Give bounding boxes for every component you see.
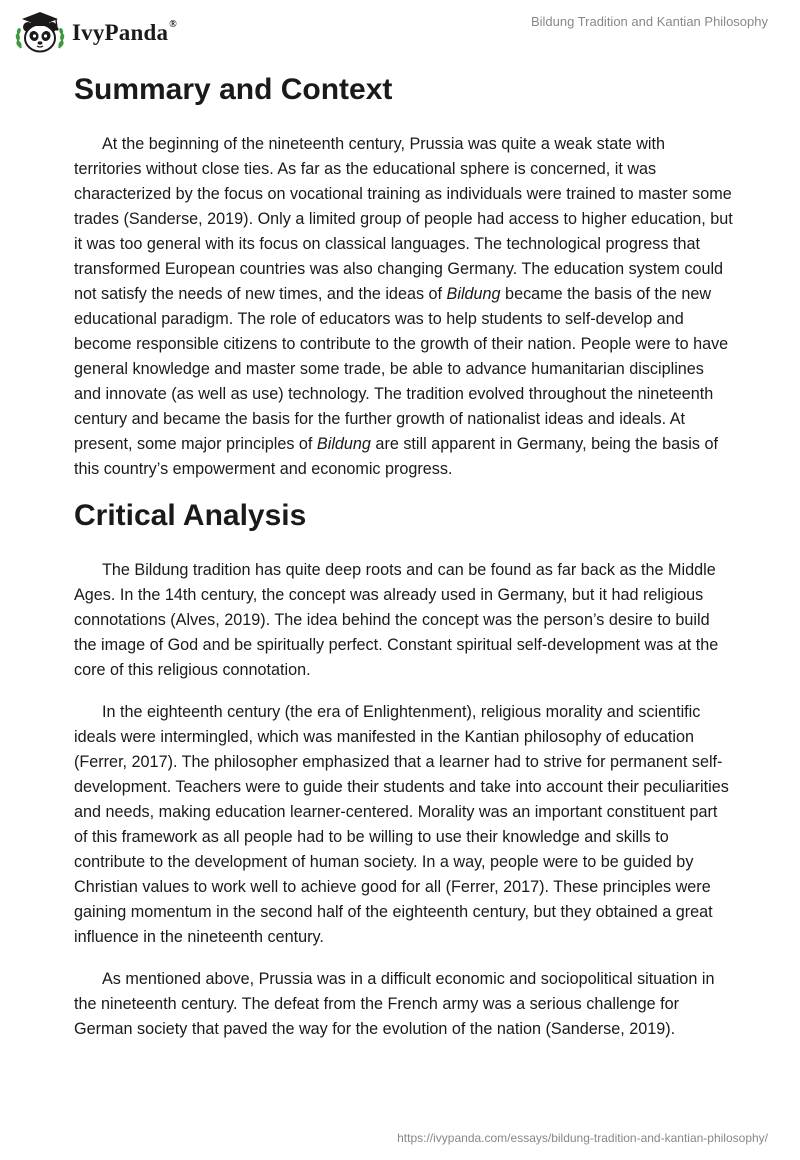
text-run: In the eighteenth century (the era of Enlightenment), religious morality and scientific ideals were intermingled, which was manifested in the Kantian philosophy of education (Ferrer, 2017). The philosopher emphasized that a learner had to strive for permanent self-development. Teachers were to guide their students and take into account their peculiarities and needs, making education learner-centered. Morality was an important constituent part of this framework as all people had to be willing to use their knowledge and skills to contribute to the development of human society. In a way, people were to be guided by Christian values to work well to achieve good for all (Ferrer, 2017). These principles were gaining momentum in the second half of the eighteenth century, but they obtained a great influence in the nineteenth century. [74,703,729,946]
registered-mark: ® [169,19,177,31]
page-header [0,0,800,64]
text-run: became the basis of the new educational paradigm. The role of educators was to help students to self-develop and become responsible citizens to contribute to the growth of their nation. People were to have general knowledge and master some trade, be able to advance humanitarian disciplines and innovate (as well as use) technology. The tradition evolved throughout the nineteenth century and became the basis for the further growth of nationalist ideas and ideals. At present, some major principles of [74,285,729,453]
italic-term: Bildung [316,435,371,453]
text-run: are still apparent in Germany, being the basis of this country’s empowerment and economic progress. [74,435,718,478]
section-heading: Summary and Context [74,73,393,106]
brand-name-text: IvyPanda [72,20,169,45]
essay-content [74,70,734,1042]
brand-name [72,20,177,46]
document-title: Bildung Tradition and Kantian Philosophy [530,14,768,29]
panda-graduate-icon [14,8,66,56]
essay-sections [74,70,734,1042]
text-run: The Bildung tradition has quite deep roots and can be found as far back as the Middle Ages. In the 14th century, the concept was already used in Germany, but it had religious connotations (Alves, 2019). The idea behind the concept was the person’s desire to build the image of God and be spiritually perfect. Constant spiritual self-development was at the core of this religious connotation. [74,561,719,679]
section-heading: Critical Analysis [74,499,307,532]
body-paragraph [74,132,734,482]
text-run: As mentioned above, Prussia was in a difficult economic and sociopolitical situation in the nineteenth century. The defeat from the French army was a serious challenge for German society that paved the way for the evolution of the nation (Sanderse, 2019). [74,970,715,1038]
body-paragraph [74,967,734,1042]
ivypanda-logo[interactable] [14,8,177,56]
italic-term: Bildung [446,285,501,303]
body-paragraph [74,700,734,950]
source-url[interactable]: https://ivypanda.com/essays/bildung-tradition-and-kantian-philosophy/ [397,1131,768,1145]
body-paragraph [74,558,734,683]
text-run: At the beginning of the nineteenth century, Prussia was quite a weak state with territories without close ties. As far as the educational sphere is concerned, it was characterized by the focus on vocational training as individuals were trained to master some trades (Sanderse, 2019). Only a limited group of people had access to higher education, but it was too general with its focus on classical languages. The technological progress that transformed European countries was also changing Germany. The education system could not satisfy the needs of new times, and the ideas of [74,135,733,303]
